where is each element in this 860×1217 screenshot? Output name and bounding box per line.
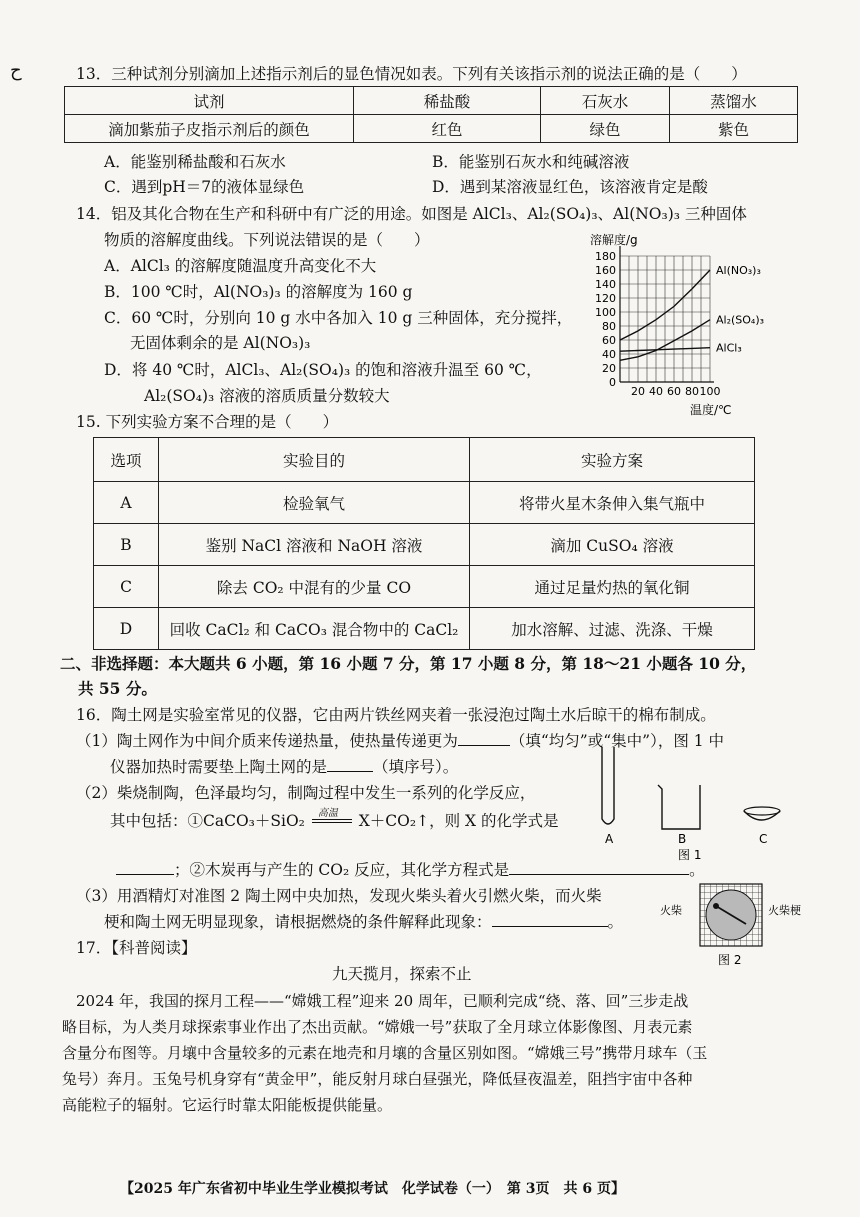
chart-xtick-label: 20	[631, 385, 645, 398]
q16-p2b: 其中包括：①CaCO₃＋SiO₂	[110, 812, 305, 830]
chart-ytick-label: 60	[602, 334, 616, 347]
q16-p1c: 仪器加热时需要垫上陶土网的是	[110, 758, 328, 776]
beaker-icon	[658, 785, 700, 829]
q15-stem: 15. 下列实验方案不合理的是（ ）	[76, 413, 339, 431]
chart-ylabel: 溶解度/g	[590, 233, 638, 247]
chart-series-label: AlCl₃	[716, 341, 742, 355]
q16-p2a: （2）柴烧制陶，色泽最均匀，制陶过程中发生一系列的化学反应，	[76, 784, 536, 802]
q15-cell: 检验氧气	[159, 482, 470, 524]
q13-header-cell: 蒸馏水	[670, 87, 798, 115]
q16-p1d: （填序号）。	[373, 758, 459, 776]
answer-blank[interactable]	[327, 757, 373, 772]
q14-stem-1: 14．铝及其化合物在生产和科研中有广泛的用途。如图是 AlCl₃、Al₂(SO₄)₃、Al(NO₃)₃ 三种固体	[76, 205, 747, 223]
q14-option-a: A．AlCl₃ 的溶解度随温度升高变化不大	[104, 257, 377, 275]
q14-option-d-2: Al₂(SO₄)₃ 溶液的溶质质量分数较大	[144, 387, 390, 405]
fig2-caption: 图 2	[718, 953, 742, 967]
fig2-label-match: 火柴	[660, 904, 682, 917]
chart-ytick-label: 180	[595, 250, 616, 263]
q16-p1b: （填“均匀”或“集中”），图 1 中	[509, 732, 725, 750]
solubility-chart	[570, 230, 800, 420]
chart-xlabel: 温度/℃	[690, 403, 732, 417]
q13-cell: 绿色	[541, 115, 670, 143]
q15-cell: D	[94, 608, 159, 650]
q15-header-cell: 实验目的	[159, 438, 470, 482]
q15-cell: 通过足量灼热的氧化铜	[470, 566, 755, 608]
q17-label: 17．【科普阅读】	[76, 939, 197, 957]
q16-part3-line2	[104, 910, 623, 932]
q14-option-c-2: 无固体剩余的是 Al(NO₃)₃	[130, 334, 311, 352]
q16-part1-line2	[110, 755, 458, 777]
chart-ytick-label: 20	[602, 362, 616, 375]
q16-p2d: ；②木炭再与产生的 CO₂ 反应，其化学方程式是	[174, 861, 510, 879]
fig1-label-b: B	[678, 832, 687, 846]
q16-p3a: （3）用酒精灯对准图 2 陶土网中央加热，发现火柴头着火引燃火柴，而火柴	[76, 887, 602, 905]
q17-title: 九天揽月，探索不止	[332, 965, 472, 983]
chart-xtick-label: 60	[667, 385, 681, 398]
section-heading: 二、非选择题：本大题共 6 小题，第 16 小题 7 分，第 17 小题 8 分，第 18～21 小题各 10 分，	[60, 654, 757, 673]
q15-cell: C	[94, 566, 159, 608]
q14-option-c-1: C．60 ℃时，分别向 10 g 水中各加入 10 g 三种固体，充分搅拌，	[104, 309, 573, 327]
chart-xtick-label: 100	[699, 385, 721, 398]
q15-cell: 滴加 CuSO₄ 溶液	[470, 524, 755, 566]
figure-2	[656, 880, 860, 975]
q13-cell: 滴加紫茄子皮指示剂后的颜色	[65, 115, 354, 143]
q15-cell: 鉴别 NaCl 溶液和 NaOH 溶液	[159, 524, 470, 566]
fig1-caption: 图 1	[678, 848, 702, 862]
chart-series-label: Al(NO₃)₃	[716, 264, 761, 277]
q16-p3c: 。	[607, 913, 624, 931]
q13-option-d: D．遇到某溶液显红色，该溶液肯定是酸	[432, 178, 708, 196]
fig1-label-a: A	[605, 832, 614, 846]
q16-p2e: 。	[689, 861, 705, 879]
chart-series-label: Al₂(SO₄)₃	[716, 313, 765, 327]
q13-header-cell: 稀盐酸	[354, 87, 541, 115]
answer-blank[interactable]	[492, 912, 608, 927]
q17-para-5: 高能粒子的辐射。它运行时靠太阳能板提供能量。	[62, 1096, 393, 1114]
chart-ytick-label: 100	[595, 306, 616, 319]
margin-mark: ح	[10, 60, 22, 81]
q15-header-cell: 实验方案	[470, 438, 755, 482]
chart-ytick-label: 120	[595, 292, 616, 305]
chart-ytick-label: 160	[595, 264, 616, 277]
q13-option-a: A．能鉴别稀盐酸和石灰水	[104, 153, 286, 171]
chart-ytick-label: 80	[602, 320, 616, 333]
q15-table	[93, 437, 755, 650]
q16-p1a: （1）陶土网作为中间介质来传递热量，使热量传递更为	[76, 732, 458, 750]
q14-option-d-1: D．将 40 ℃时，AlCl₃、Al₂(SO₄)₃ 的饱和溶液升温至 60 ℃，	[104, 361, 542, 379]
q16-stem: 16．陶土网是实验室常见的仪器，它由两片铁丝网夹着一张浸泡过陶土水后晾干的棉布制成。	[76, 706, 716, 724]
fig2-label-matchstick: 火柴梗	[768, 904, 801, 917]
fig1-label-c: C	[759, 832, 768, 846]
q13-header-cell: 石灰水	[541, 87, 670, 115]
chart-ytick-label: 0	[609, 376, 616, 389]
q13-table	[64, 86, 798, 143]
figure-1	[586, 745, 796, 865]
section-heading-2: 共 55 分。	[78, 679, 157, 698]
q16-p3b: 梗和陶土网无明显现象，请根据燃烧的条件解释此现象：	[104, 913, 492, 931]
chart-xtick-label: 80	[685, 385, 699, 398]
reaction-condition: 高温	[317, 808, 338, 819]
q17-para-2: 略目标，为人类月球探索事业作出了杰出贡献。“嫦娥一号”获取了全月球立体影像图、月表元素	[62, 1018, 693, 1036]
q16-part2-line2	[110, 808, 558, 831]
answer-blank[interactable]	[458, 731, 510, 746]
q16-p2c: X＋CO₂↑，则 X 的化学式是	[358, 812, 559, 830]
q13-option-b: B．能鉴别石灰水和纯碱溶液	[432, 153, 630, 171]
answer-blank[interactable]	[116, 860, 174, 875]
chart-ytick-label: 40	[602, 348, 616, 361]
q15-header-cell: 选项	[94, 438, 159, 482]
q15-cell: 加水溶解、过滤、洗涤、干燥	[470, 608, 755, 650]
chart-ytick-label: 140	[595, 278, 616, 291]
page-footer: 【2025 年广东省初中毕业生学业模拟考试 化学试卷（一） 第 3页 共 6 页】	[120, 1181, 625, 1197]
q17-para-4: 兔号）奔月。玉兔号机身穿有“黄金甲”，能反射月球白昼强光，降低昼夜温差，阻挡宇宙中各种	[62, 1070, 693, 1088]
reaction-arrow	[310, 808, 354, 826]
q15-cell: A	[94, 482, 159, 524]
q15-cell: B	[94, 524, 159, 566]
q13-option-c: C．遇到pH＝7的液体显绿色	[104, 178, 305, 196]
q13-stem: 13．三种试剂分别滴加上述指示剂后的显色情况如表。下列有关该指示剂的说法正确的是（ ）	[76, 65, 747, 83]
q15-cell: 除去 CO₂ 中混有的少量 CO	[159, 566, 470, 608]
q15-cell: 将带火星木条伸入集气瓶中	[470, 482, 755, 524]
q14-stem-2: 物质的溶解度曲线。下列说法错误的是（ ）	[104, 231, 430, 249]
q17-para-3: 含量分布图等。月壤中含量较多的元素在地壳和月壤的含量区别如图。“嫦娥三号”携带月球车（玉	[62, 1044, 708, 1062]
q13-cell: 紫色	[670, 115, 798, 143]
q17-para-1: 2024 年，我国的探月工程——“嫦娥工程”迎来 20 周年，已顺利完成“绕、落、回”三步走战	[76, 992, 689, 1010]
test-tube-icon	[602, 747, 614, 824]
chart-xtick-label: 40	[649, 385, 663, 398]
q13-cell: 红色	[354, 115, 541, 143]
q13-header-cell: 试剂	[65, 87, 354, 115]
q15-cell: 回收 CaCl₂ 和 CaCO₃ 混合物中的 CaCl₂	[159, 608, 470, 650]
q14-option-b: B．100 ℃时，Al(NO₃)₃ 的溶解度为 160 g	[104, 283, 413, 301]
